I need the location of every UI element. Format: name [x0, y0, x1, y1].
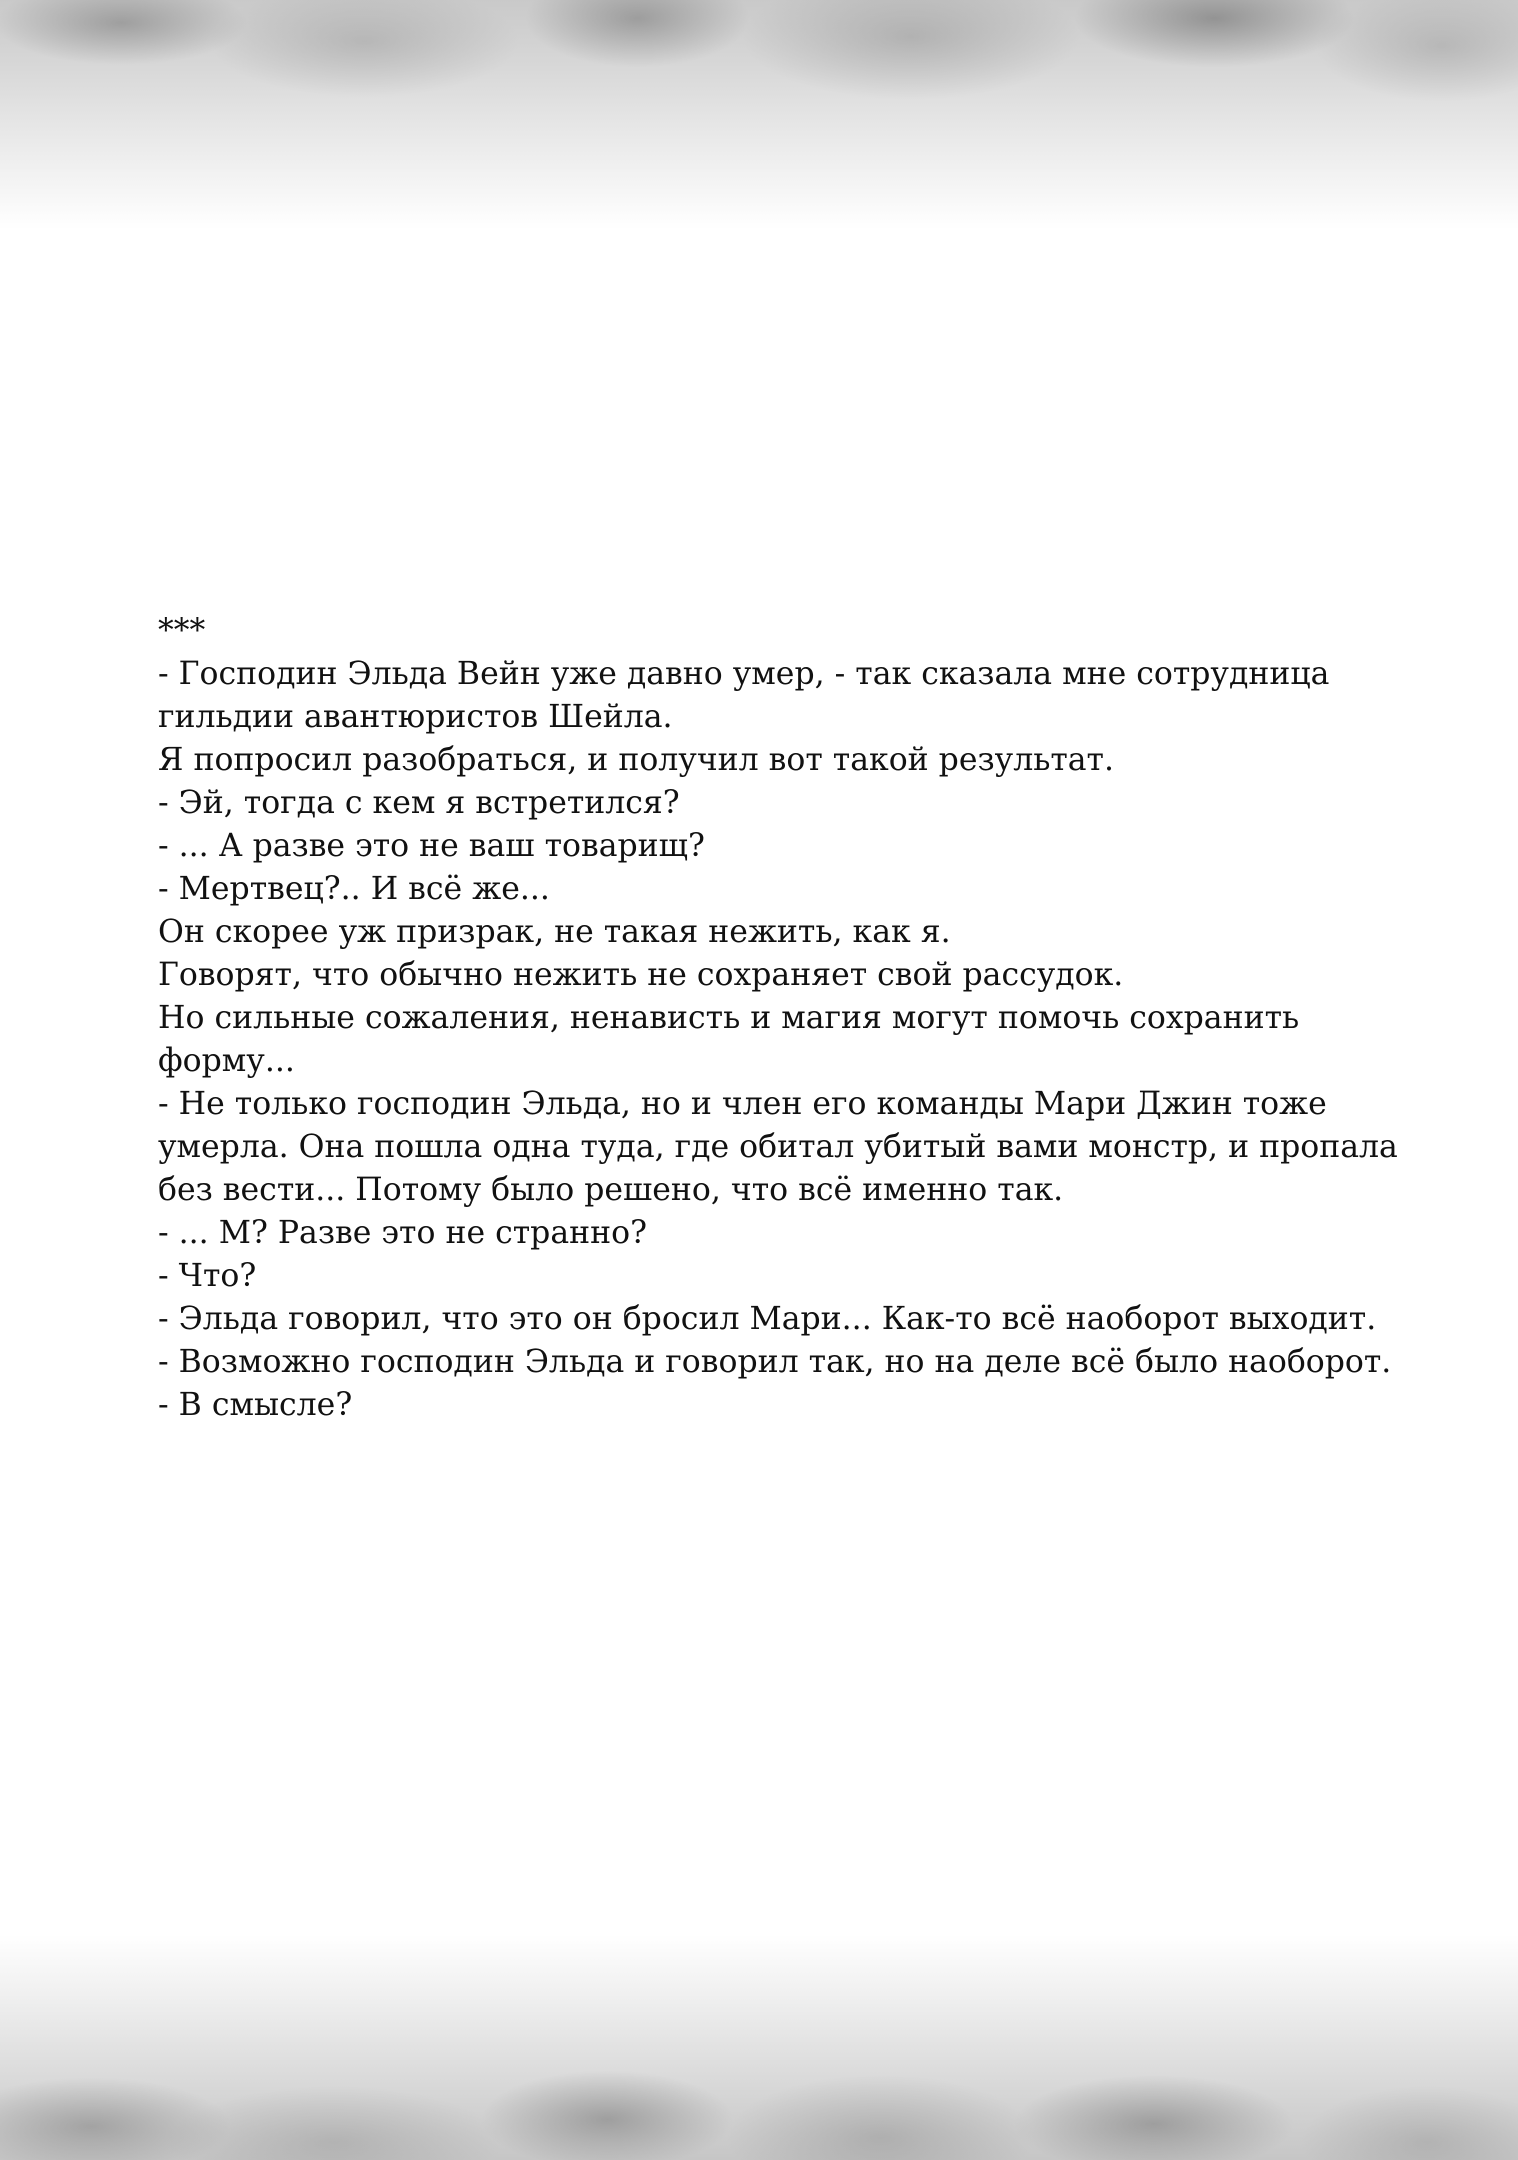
paragraph: Говорят, что обычно нежить не сохраняет свой рассудок.	[158, 957, 1124, 993]
paragraph: - Возможно господин Эльда и говорил так, но на деле всё было наоборот.	[158, 1344, 1392, 1380]
paragraph: - Эльда говорил, что это он бросил Мари... Как-то всё наоборот выходит.	[158, 1301, 1377, 1337]
paragraph: Он скорее уж призрак, не такая нежить, как я.	[158, 914, 951, 950]
paper-texture-top	[0, 0, 1518, 230]
scene-separator: ***	[158, 613, 206, 649]
page-text	[158, 610, 1398, 1427]
paragraph: Но сильные сожаления, ненависть и магия могут помочь сохранить форму...	[158, 1000, 1300, 1079]
paper-texture-bottom	[0, 1935, 1518, 2160]
paragraph: - Господин Эльда Вейн уже давно умер, - так сказала мне сотрудница гильдии авантюристов Шейла.	[158, 656, 1330, 735]
paragraph: - ... М? Разве это не странно?	[158, 1215, 647, 1251]
paragraph: - В смысле?	[158, 1387, 353, 1423]
paragraph: - Эй, тогда с кем я встретился?	[158, 785, 680, 821]
paragraph: - ... А разве это не ваш товарищ?	[158, 828, 705, 864]
paragraph: - Что?	[158, 1258, 257, 1294]
paragraph: - Не только господин Эльда, но и член его команды Мари Джин тоже умерла. Она пошла одна туда, где обитал убитый вами монстр, и пропала без вести... Потому было решено, что всё именно так.	[158, 1086, 1398, 1208]
paragraph: - Мертвец?.. И всё же...	[158, 871, 550, 907]
paragraph: Я попросил разобраться, и получил вот такой результат.	[158, 742, 1114, 778]
